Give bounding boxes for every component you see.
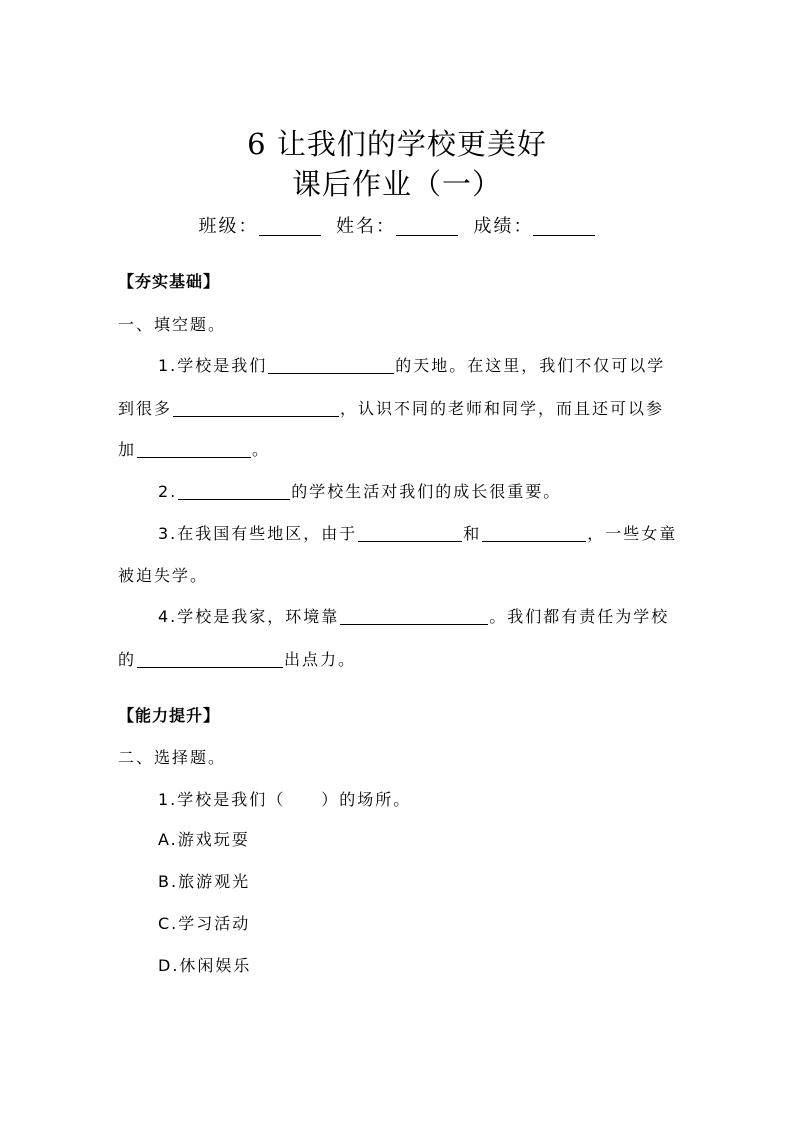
question-text: 1.学校是我们 <box>158 356 268 375</box>
answer-blank[interactable] <box>173 398 339 417</box>
question-4-line-2 <box>118 646 356 674</box>
option-a[interactable]: A.游戏玩耍 <box>158 830 250 849</box>
name-blank[interactable] <box>396 215 458 236</box>
question-text: 4.学校是我家，环境靠 <box>158 607 340 626</box>
name-label: 姓名： <box>336 216 396 237</box>
question-3-line-1 <box>158 520 677 548</box>
section-header-advanced: 【能力提升】 <box>118 706 221 725</box>
question-text: 和 <box>463 524 482 543</box>
section-header-basic: 【夯实基础】 <box>118 272 221 291</box>
question-text: 。 <box>252 440 271 459</box>
question-text: 3.在我国有些地区，由于 <box>158 524 358 543</box>
question-text: 的天地。在这里，我们不仅可以学 <box>395 356 666 375</box>
answer-blank[interactable] <box>358 523 462 542</box>
class-blank[interactable] <box>259 215 321 236</box>
answer-blank[interactable] <box>268 355 394 374</box>
class-label: 班级： <box>198 216 259 237</box>
page-subtitle: 课后作业（一） <box>291 167 502 201</box>
option-c[interactable]: C.学习活动 <box>158 914 251 933</box>
option-d[interactable]: D.休闲娱乐 <box>158 956 252 975</box>
option-b[interactable]: B.旅游观光 <box>158 872 251 891</box>
question-text: 出点力。 <box>284 650 357 669</box>
question-text: ，一些女童 <box>587 524 678 543</box>
question-text: 。我们都有责任为学校 <box>489 607 670 626</box>
question-1-line-3 <box>118 436 270 464</box>
answer-blank[interactable] <box>137 649 283 668</box>
question-text: 2. <box>158 482 178 501</box>
question-3-line-2: 被迫失学。 <box>118 566 209 585</box>
page-title: 6 让我们的学校更美好 <box>247 127 547 161</box>
section-title-fill-in: 一、填空题。 <box>118 315 227 334</box>
question-text: 加 <box>118 440 137 459</box>
question-1-line-1 <box>158 352 665 380</box>
question-1-line-2 <box>118 395 664 423</box>
section-title-multiple-choice: 二、选择题。 <box>118 748 227 767</box>
score-label: 成绩： <box>473 216 534 237</box>
question-4-line-1 <box>158 603 669 631</box>
answer-blank[interactable] <box>178 481 290 500</box>
question-2 <box>158 478 561 506</box>
answer-blank[interactable] <box>482 523 586 542</box>
answer-blank[interactable] <box>340 606 488 625</box>
student-info-row <box>0 212 794 242</box>
choice-question-1: 1.学校是我们（ ）的场所。 <box>158 790 412 809</box>
question-text: 到很多 <box>118 399 173 418</box>
question-text: 的 <box>118 650 137 669</box>
score-blank[interactable] <box>533 215 595 236</box>
answer-blank[interactable] <box>137 439 251 458</box>
question-text: ，认识不同的老师和同学，而且还可以参 <box>340 399 665 418</box>
question-text: 的学校生活对我们的成长很重要。 <box>291 482 562 501</box>
